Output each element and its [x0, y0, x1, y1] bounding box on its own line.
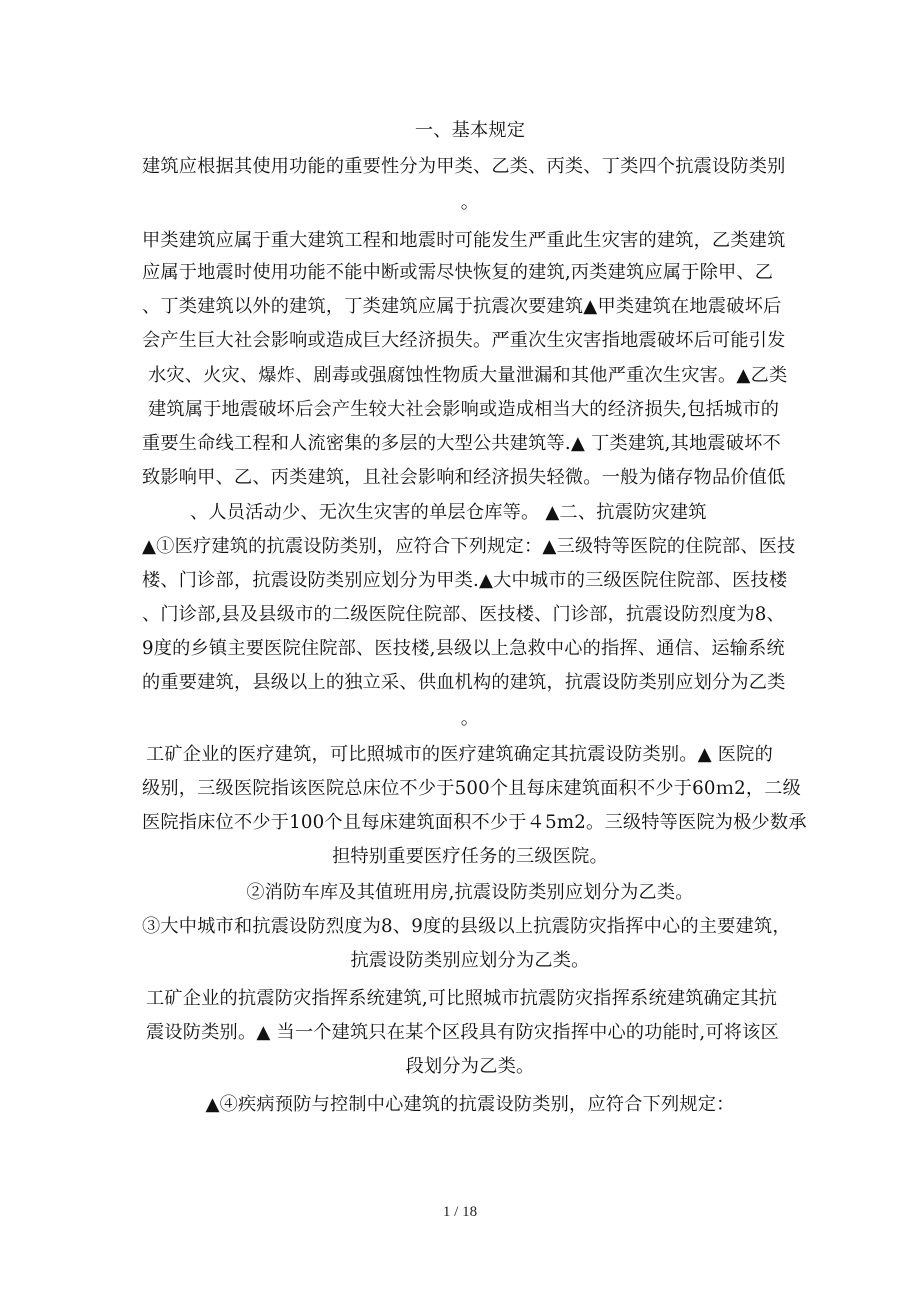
paragraph-line: 担特别重要医疗任务的三级医院。	[332, 846, 608, 867]
paragraph-line: 会产生巨大社会影响或造成巨大经济损失。严重次生灾害指地震破坏后可能引发	[142, 330, 786, 351]
paragraph-line: 应属于地震时使用功能不能中断或需尽快恢复的建筑,丙类建筑应属于除甲、乙	[142, 262, 774, 283]
paragraph-line: 抗震设防类别应划分为乙类。	[350, 950, 590, 971]
paragraph-line: 的重要建筑，县级以上的独立采、供血机构的建筑，抗震设防类别应划分为乙类	[142, 672, 786, 693]
paragraph-line: 建筑属于地震破坏后会产生较大社会影响或造成相当大的经济损失,包括城市的	[148, 399, 780, 420]
paragraph-line: 、门诊部,县及县级市的二级医院住院部、医技楼、门诊部，抗震设防烈度为8、	[142, 604, 785, 625]
paragraph-line: 级别，三级医院指该医院总床位不少于500个且每床建筑面积不少于60ｍ2，二级	[142, 778, 802, 799]
paragraph-line: 、人员活动少、无次生灾害的单层仓库等。 ▲二、抗震防灾建筑	[190, 502, 707, 523]
section-heading: 一、基本规定	[414, 120, 526, 141]
paragraph-line: 震设防类别。▲ 当一个建筑只在某个区段具有防灾指挥中心的功能时,可将该区	[146, 1022, 779, 1043]
paragraph-line: 楼、门诊部，抗震设防类别应划分为甲类.▲大中城市的三级医院住院部、医技楼	[142, 570, 788, 591]
paragraph-line: 工矿企业的抗震防灾指挥系统建筑,可比照城市抗震防灾指挥系统建筑确定其抗	[146, 988, 778, 1009]
paragraph-line: 9度的乡镇主要医院住院部、医技楼,县级以上急救中心的指挥、通信、运输系统	[142, 638, 785, 659]
paragraph-line: 重要生命线工程和人流密集的多层的大型公共建筑等.▲ 丁类建筑,其地震破坏不	[142, 433, 781, 454]
paragraph-line: 。	[460, 708, 480, 729]
paragraph-line: ②消防车库及其值班用房,抗震设防类别应划分为乙类。	[246, 882, 694, 903]
paragraph-line: 建筑应根据其使用功能的重要性分为甲类、乙类、丙类、丁类四个抗震设防类别	[142, 156, 786, 177]
paragraph-line: 甲类建筑应属于重大建筑工程和地震时可能发生严重此生灾害的建筑，乙类建筑	[142, 230, 786, 251]
paragraph-line: 工矿企业的医疗建筑，可比照城市的医疗建筑确定其抗震设防类别。▲ 医院的	[146, 744, 773, 765]
paragraph-line: 段划分为乙类。	[405, 1056, 535, 1077]
page-number: 1 / 18	[442, 1204, 478, 1220]
paragraph-line: 、丁类建筑以外的建筑，丁类建筑应属于抗震次要建筑▲甲类建筑在地震破坏后	[142, 296, 782, 317]
paragraph-line: 水灾、火灾、爆炸、剧毒或强腐蚀性物质大量泄漏和其他严重次生灾害。▲乙类	[148, 365, 788, 386]
paragraph-line: ▲④疾病预防与控制中心建筑的抗震设防类别，应符合下列规定：	[205, 1094, 735, 1115]
paragraph-line: ③大中城市和抗震设防烈度为8、9度的县级以上抗震防灾指挥中心的主要建筑，	[142, 916, 791, 937]
paragraph-line: 。	[460, 192, 480, 213]
paragraph-line: 致影响甲、乙、丙类建筑，且社会影响和经济损失轻微。一般为储存物品价值低	[142, 467, 786, 488]
paragraph-line: ▲①医疗建筑的抗震设防类别，应符合下列规定：▲三级特等医院的住院部、医技	[142, 536, 796, 557]
paragraph-line: 医院指床位不少于100个且每床建筑面积不少于４5m2。三级特等医院为极少数承	[142, 812, 807, 833]
